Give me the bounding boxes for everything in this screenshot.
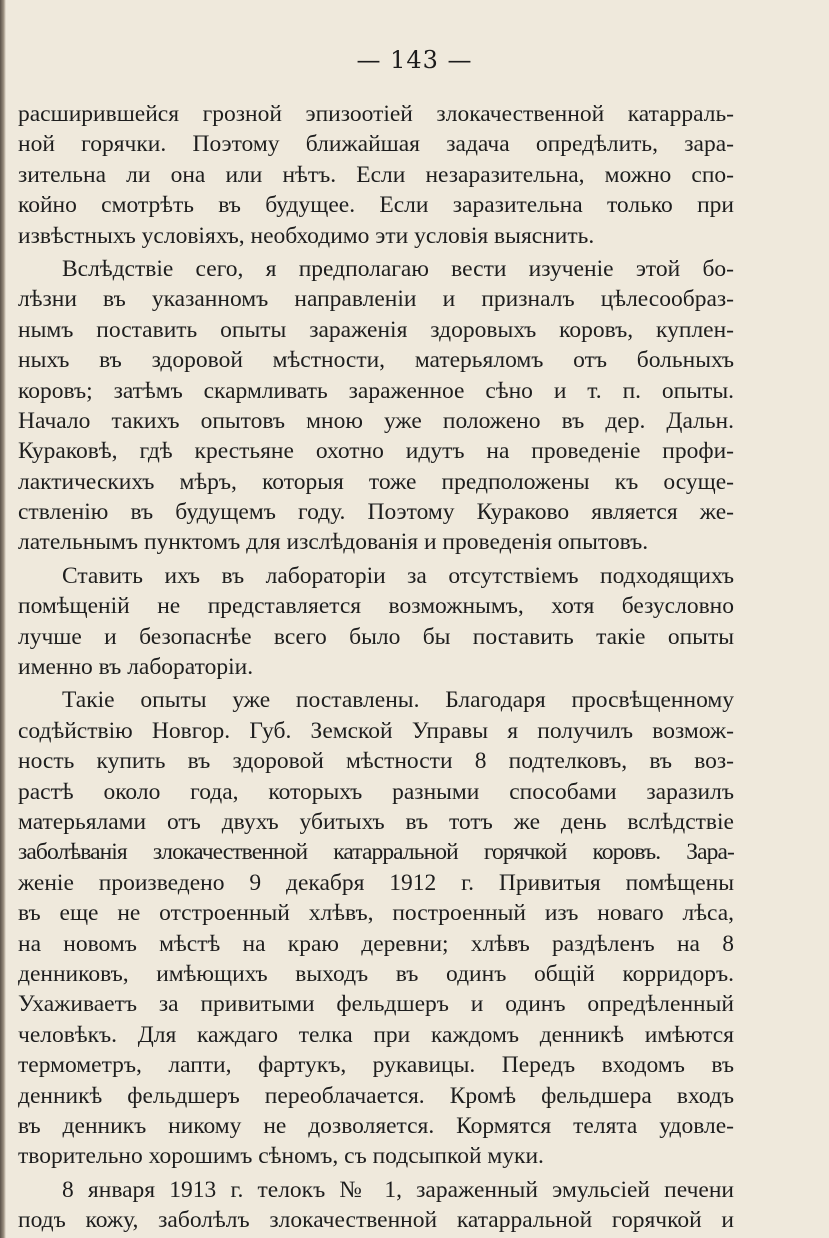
text-line: ныхъ въ здоровой мѣстности, матерьяломъ отъ больныхъ [18,347,734,374]
text-line: денниковъ, имѣющихъ выходъ въ одинъ общiй корридоръ. [18,960,734,987]
text-line: заболѣванiя злокачественной катарральной горячкой коровъ. Зара- [18,839,734,866]
text-line: койно смотрѣть въ будущее. Если заразительна только при [18,192,734,219]
text-line: человѣкъ. Для каждаго телка при каждомъ денникѣ имѣются [18,1021,734,1048]
paragraph-5 [18,1175,734,1236]
text-line: лактическихъ мѣръ, которыя тоже предположены къ осуще- [18,468,734,495]
text-line: нымъ поставить опыты зараженiя здоровыхъ коровъ, куплен- [18,316,734,343]
text-line: термометръ, лапти, фартукъ, рукавицы. Передъ входомъ въ [18,1052,734,1079]
text-line: денникѣ фельдшеръ переоблачается. Кромѣ фельдшера входъ [18,1082,734,1109]
paragraph-1 [18,99,734,251]
paragraph-2 [18,254,734,558]
text-line: творительно хорошимъ сѣномъ, съ подсыпкой муки. [18,1143,544,1170]
text-line: матерьялами отъ двухъ убитыхъ въ тотъ же день вслѣдствiе [18,808,734,835]
text-line: Начало такихъ опытовъ мною уже положено въ дер. Дальн. [18,407,734,434]
text-line: въ еще не отстроенный хлѣвъ, построенный изъ новаго лѣса, [18,900,734,927]
body-text [18,99,734,1235]
text-line: помѣщенiй не представляется возможнымъ, хотя безусловно [18,593,734,620]
paragraph-4 [18,685,734,1171]
text-line: Такiе опыты уже поставлены. Благодаря просвѣщенному [62,687,734,714]
text-line: на новомъ мѣстѣ на краю деревни; хлѣвъ раздѣленъ на 8 [18,930,734,957]
text-line: Вслѣдствiе сего, я предполагаю вести изученiе этой бо- [62,255,734,282]
text-line: лѣзни въ указанномъ направленiи и призналъ цѣлесообраз- [18,286,734,313]
text-line: ной горячки. Поэтому ближайшая задача опредѣлить, зара- [18,131,734,158]
page-edge-shadow [0,0,6,1238]
text-line: расширившейся грозной эпизоотiей злокачественной катарраль- [18,101,734,127]
page-number: — 143 — [356,46,473,74]
text-line: 8 января 1913 г. телокъ № 1, зараженный эмульсiей печени [62,1176,734,1203]
text-line: извѣстныхъ условiяхъ, необходимо эти условiя выяснить. [18,222,595,249]
text-line: Кураковѣ, гдѣ крестьяне охотно идутъ на проведенiе профи- [18,438,734,465]
text-line: Ухаживаетъ за привитыми фельдшеръ и одинъ опредѣленный [18,991,734,1018]
text-line: въ денникъ никому не дозволяется. Кормятся телята удовле- [18,1112,734,1139]
text-line: лучше и безопаснѣе всего было бы поставить такiе опыты [18,623,734,650]
text-line: именно въ лабораторiи. [18,654,254,681]
text-line: содѣйствiю Новгор. Губ. Земской Управы я получилъ возмож- [18,717,734,744]
text-line: лательнымъ пунктомъ для изслѣдованiя и проведенiя опытовъ. [18,529,649,556]
text-line: коровъ; затѣмъ скармливать зараженное сѣно и т. п. опыты. [18,377,734,404]
text-line: ность купить въ здоровой мѣстности 8 подтелковъ, въ воз- [18,748,734,775]
text-line: зительна ли она или нѣтъ. Если незаразительна, можно спо- [18,161,734,188]
text-line: подъ кожу, заболѣлъ злокачественной катарральной горячкой и [18,1207,734,1234]
paragraph-3 [18,561,734,683]
text-line: женiе произведено 9 декабря 1912 г. Привитыя помѣщены [18,869,734,896]
text-line: растѣ около года, которыхъ разными способами заразилъ [18,778,734,805]
text-line: Ставить ихъ въ лабораторiи за отсутствiемъ подходящихъ [62,562,734,589]
text-line: ствленiю въ будущемъ году. Поэтому Кураково является же- [18,499,734,526]
